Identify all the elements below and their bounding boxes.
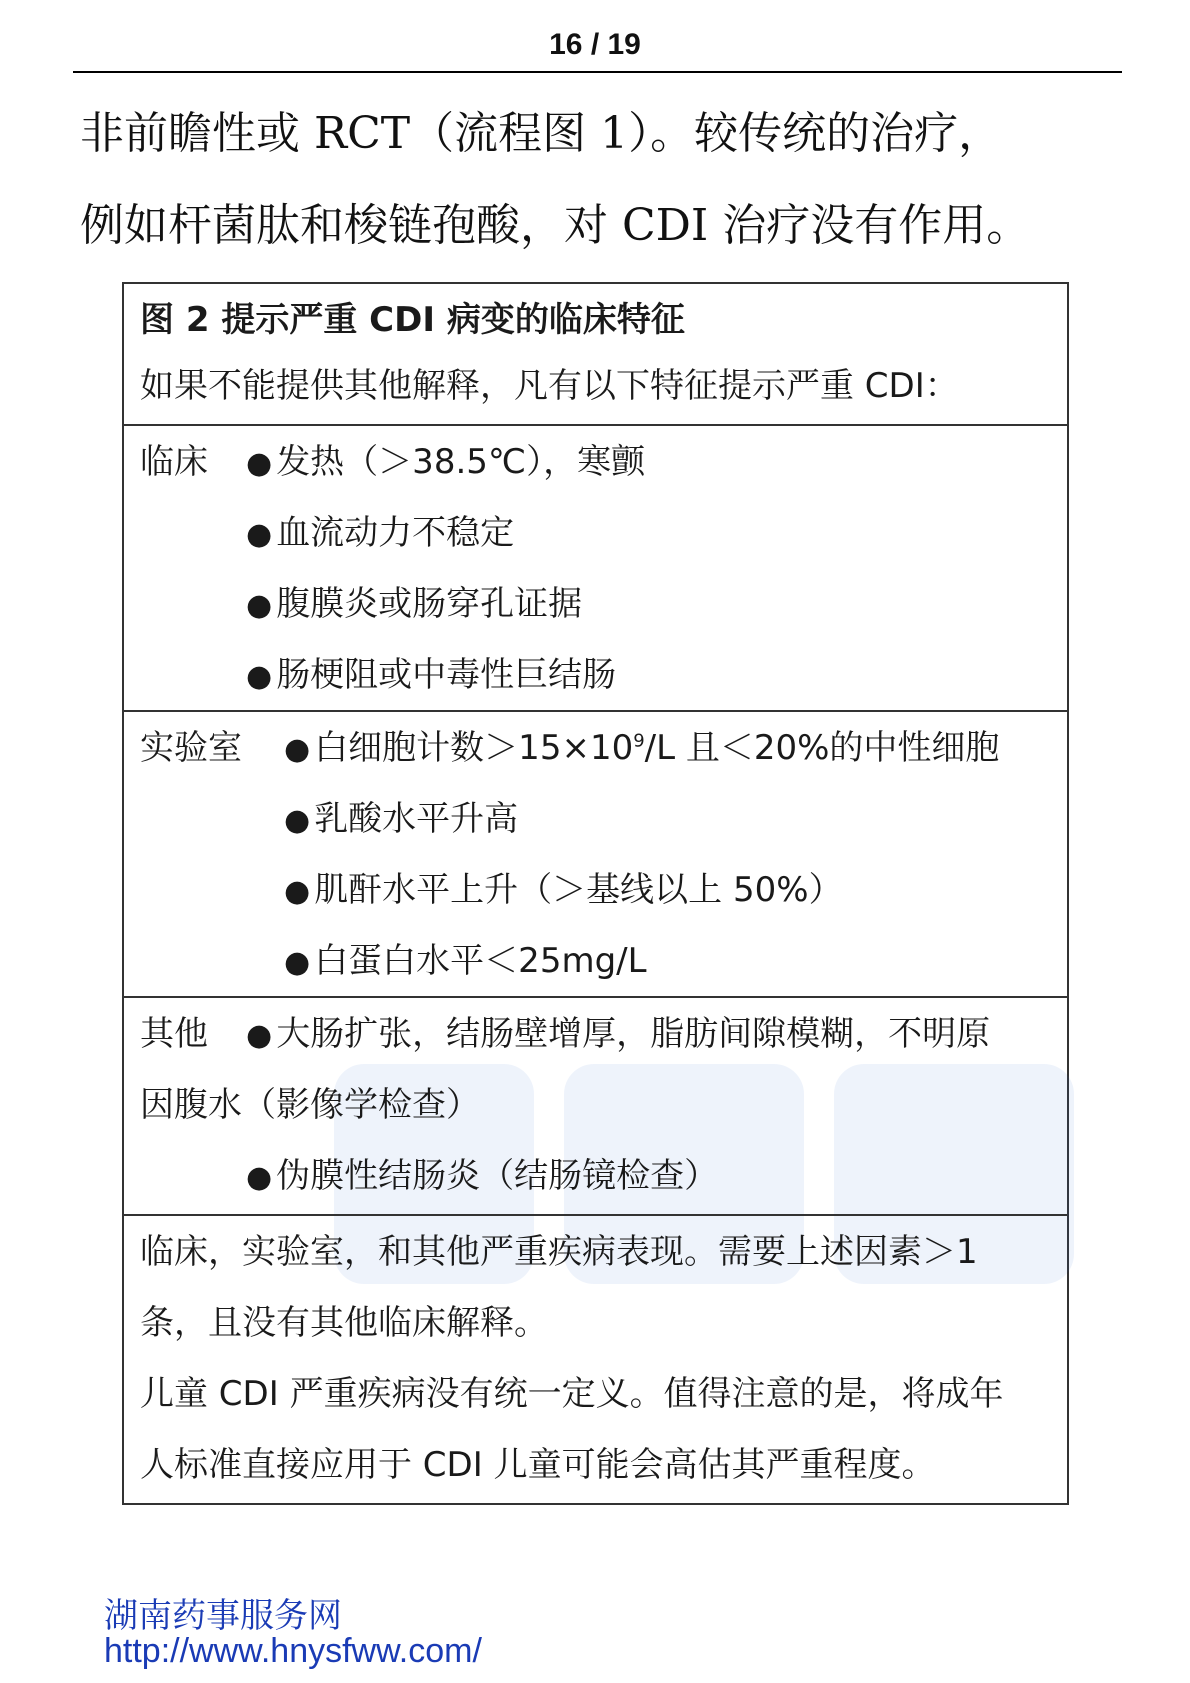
footer-url-link[interactable]: http://www.hnysfww.com/ bbox=[104, 1632, 482, 1670]
section-label-other: 其他 bbox=[140, 1014, 208, 1054]
clinical-item bbox=[246, 426, 645, 498]
body-paragraph bbox=[80, 88, 1130, 272]
lab-item bbox=[284, 925, 647, 997]
clinical-item-text: 肠梗阻或中毒性巨结肠 bbox=[276, 655, 617, 695]
lab-section bbox=[124, 712, 1067, 998]
bullet-icon: ● bbox=[246, 1160, 273, 1195]
bullet-icon: ● bbox=[284, 945, 311, 980]
other-item-text: 伪膜性结肠炎（结肠镜检查） bbox=[276, 1156, 719, 1196]
lab-item bbox=[284, 854, 843, 926]
figure-title: 图 2 提示严重 CDI 病变的临床特征 bbox=[140, 300, 685, 340]
lab-item-text: 肌酐水平上升（＞基线以上 50%） bbox=[314, 870, 843, 910]
body-line: 非前瞻性或 RCT（流程图 1）。较传统的治疗， bbox=[80, 108, 1003, 159]
section-label-clinical: 临床 bbox=[140, 442, 208, 482]
lab-item bbox=[284, 783, 518, 855]
body-line: 例如杆菌肽和梭链孢酸，对 CDI 治疗没有作用。 bbox=[80, 200, 1031, 251]
figure-box bbox=[122, 282, 1069, 1505]
clinical-item-text: 发热（＞38.5℃），寒颤 bbox=[276, 442, 646, 482]
bullet-icon: ● bbox=[246, 517, 273, 552]
other-item bbox=[246, 1140, 718, 1212]
clinical-item bbox=[246, 639, 616, 711]
other-section bbox=[124, 998, 1067, 1216]
other-item-continuation: 因腹水（影像学检查） bbox=[140, 1085, 480, 1125]
lab-item-text-pre: 白细胞计数＞15×10 bbox=[314, 728, 634, 768]
bullet-icon: ● bbox=[284, 803, 311, 838]
clinical-item bbox=[246, 568, 582, 640]
bullet-icon: ● bbox=[246, 446, 273, 481]
clinical-section bbox=[124, 426, 1067, 712]
note-line: 人标准直接应用于 CDI 儿童可能会高估其严重程度。 bbox=[140, 1445, 936, 1485]
lab-item-superscript: 9 bbox=[633, 730, 645, 752]
note-line: 临床，实验室，和其他严重疾病表现。需要上述因素＞1 bbox=[140, 1232, 978, 1272]
note-line: 儿童 CDI 严重疾病没有统一定义。值得注意的是，将成年 bbox=[140, 1374, 1004, 1414]
figure-header-section bbox=[124, 284, 1067, 426]
footer-site-name[interactable]: 湖南药事服务网 bbox=[104, 1596, 342, 1636]
notes-section bbox=[124, 1216, 1067, 1503]
section-label-lab: 实验室 bbox=[140, 728, 242, 768]
bullet-icon: ● bbox=[246, 659, 273, 694]
lab-item-text: 白蛋白水平＜25mg/L bbox=[314, 941, 647, 981]
note-line: 条，且没有其他临床解释。 bbox=[140, 1303, 548, 1343]
page-number: 16 / 19 bbox=[549, 28, 641, 61]
other-item bbox=[246, 998, 990, 1070]
bullet-icon: ● bbox=[284, 732, 311, 767]
clinical-item-text: 腹膜炎或肠穿孔证据 bbox=[276, 584, 583, 624]
lab-item-text-post: /L 且＜20%的中性细胞 bbox=[644, 728, 1000, 768]
other-item-text: 大肠扩张，结肠壁增厚，脂肪间隙模糊，不明原 bbox=[276, 1014, 991, 1054]
bullet-icon: ● bbox=[246, 588, 273, 623]
clinical-item-text: 血流动力不稳定 bbox=[276, 513, 515, 553]
bullet-icon: ● bbox=[246, 1018, 273, 1053]
bullet-icon: ● bbox=[284, 874, 311, 909]
lab-item-text: 乳酸水平升高 bbox=[314, 799, 519, 839]
figure-intro: 如果不能提供其他解释，凡有以下特征提示严重 CDI： bbox=[140, 366, 959, 406]
clinical-item bbox=[246, 497, 514, 569]
header-rule bbox=[73, 71, 1122, 73]
lab-item bbox=[284, 712, 999, 784]
